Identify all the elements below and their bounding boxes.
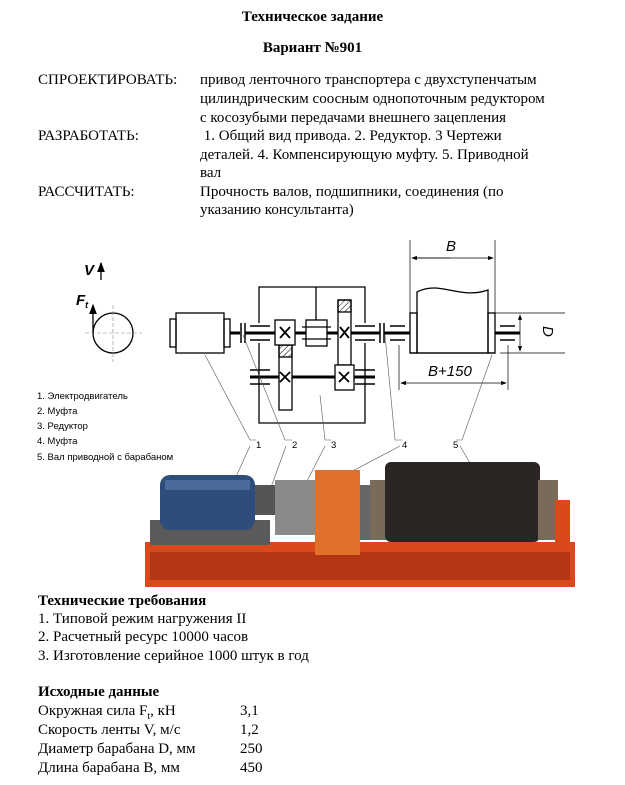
task-line: Прочность валов, подшипники, соединения (по: [200, 184, 504, 200]
input-row-label: Скорость ленты V, м/с: [38, 722, 181, 738]
input-row-label: Длина барабана B, мм: [38, 760, 180, 776]
legend-item: 4. Муфта: [37, 436, 78, 447]
input-row-value: 450: [240, 760, 263, 776]
drum-symbol: [410, 288, 495, 353]
callout-1: 1: [256, 440, 262, 451]
task-line: с косозубыми передачами внешнего зацепления: [200, 110, 507, 126]
task-line: деталей. 4. Компенсирующую муфту. 5. Приводной: [200, 147, 529, 163]
input-data-heading: Исходные данные: [38, 684, 160, 700]
legend-item: 1. Электродвигатель: [37, 391, 128, 402]
input-row-value: 250: [240, 741, 263, 757]
input-row-value: 1,2: [240, 722, 259, 738]
task-label: РАЗРАБОТАТЬ:: [38, 128, 139, 144]
requirement-item: 2. Расчетный ресурс 10000 часов: [38, 629, 249, 645]
legend-item: 3. Редуктор: [37, 421, 88, 432]
callout-5: 5: [453, 440, 459, 451]
b-dimension-label: B: [446, 238, 457, 255]
task-line: цилиндрическим соосным однопоточным редуктором: [200, 91, 545, 107]
task-line: вал: [200, 165, 222, 181]
callout-2: 2: [292, 440, 298, 451]
v-label: V: [84, 262, 95, 279]
drive-photo: [145, 462, 575, 587]
input-row-value: 3,1: [240, 703, 259, 719]
task-line: 1. Общий вид привода. 2. Редуктор. 3 Чертежи: [200, 128, 502, 144]
legend-item: 2. Муфта: [37, 406, 78, 417]
legend-item: 5. Вал приводной с барабаном: [37, 452, 174, 463]
task-line: указанию консультанта): [200, 202, 354, 218]
task-line: привод ленточного транспортера с двухступенчатым: [200, 72, 537, 88]
requirement-item: 1. Типовой режим нагружения II: [38, 611, 247, 627]
document-title: Техническое задание: [241, 9, 384, 25]
b150-dimension-label: B+150: [428, 363, 472, 380]
input-row-label: Окружная сила $F_t$, кН: [38, 703, 176, 722]
callout-4: 4: [402, 440, 408, 451]
task-label: СПРОЕКТИРОВАТЬ:: [38, 72, 178, 88]
requirement-item: 3. Изготовление серийное 1000 штук в год: [38, 648, 309, 664]
callout-3: 3: [331, 440, 337, 451]
input-row-label: Диаметр барабана D, мм: [38, 741, 196, 757]
d-dimension-label: D: [539, 326, 556, 337]
variant-number: Вариант №901: [262, 40, 363, 56]
motor-symbol: [170, 313, 230, 353]
requirements-heading: Технические требования: [38, 593, 207, 609]
task-label: РАССЧИТАТЬ:: [38, 184, 135, 200]
ft-label: $F_t$: [76, 292, 89, 310]
